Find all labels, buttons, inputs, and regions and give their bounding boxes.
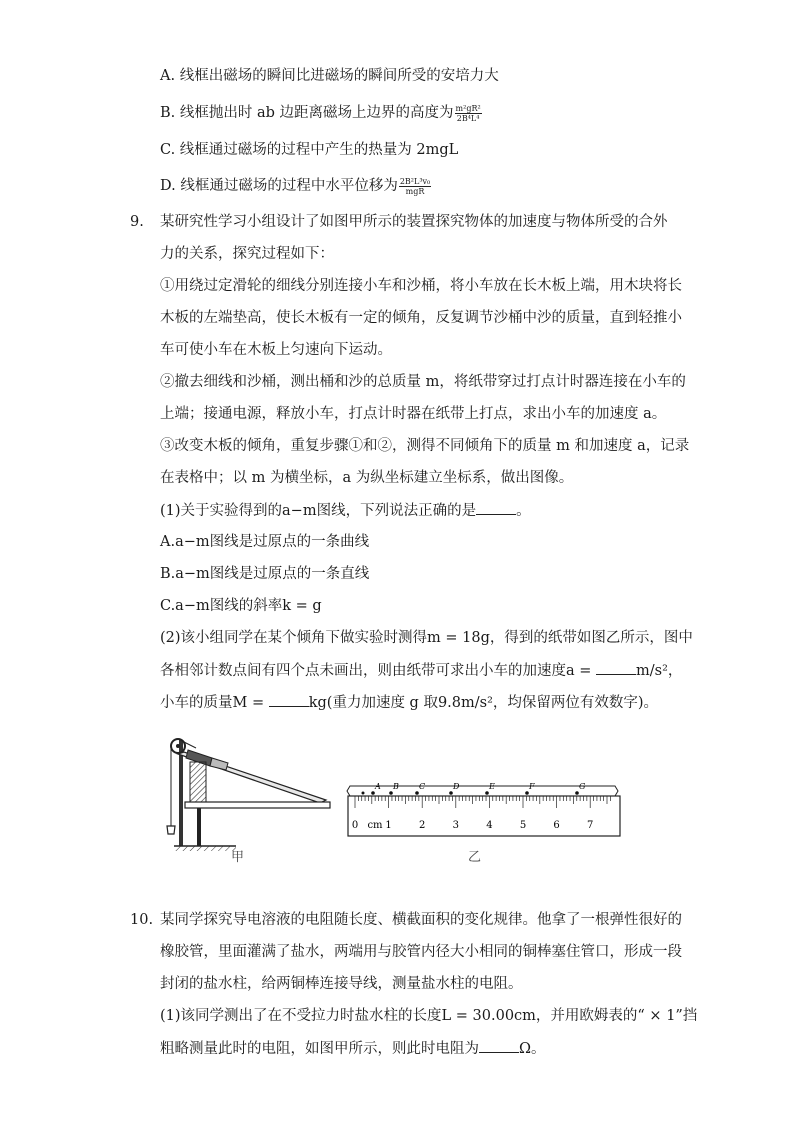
fraction-denominator: mgR xyxy=(405,186,425,196)
tape-dot xyxy=(415,791,419,795)
tape-point-label: A xyxy=(375,782,381,791)
table-leg xyxy=(197,808,201,846)
q9-sub1-end: 。 xyxy=(516,503,531,519)
q10-line2: 橡胶管，里面灌满了盐水，两端用与胶管内径大小相同的铜棒塞住管口，形成一段 xyxy=(160,944,682,960)
q9-step3-line1: ③改变木板的倾角，重复步骤①和②，测得不同倾角下的质量 m 和加速度 a，记录 xyxy=(160,438,690,454)
option-b-fraction xyxy=(455,104,482,123)
tape-dot xyxy=(362,792,365,795)
figure-yi-tape-ruler xyxy=(345,778,625,840)
ruler-label: 6 xyxy=(553,820,560,831)
q9-step1-line1: ①用绕过定滑轮的细线分别连接小车和沙桶，将小车放在长木板上端，用木块将长 xyxy=(160,278,682,294)
q10-sub1-unit: Ω。 xyxy=(519,1041,546,1057)
q9-sub2-line3 xyxy=(160,692,658,713)
ruler-label: 3 xyxy=(452,820,459,831)
answer-blank-acceleration[interactable] xyxy=(596,660,636,675)
q10-sub1-line1: (1)该同学测出了在不受拉力时盐水柱的长度L = 30.00cm，并用欧姆表的“ × 1”挡 xyxy=(160,1008,698,1024)
q9-sub1-text: (1)关于实验得到的a−m图线，下列说法正确的是 xyxy=(160,503,477,519)
question-number-9: 9. xyxy=(130,214,144,230)
q9-stem-line1: 某研究性学习小组设计了如图甲所示的装置探究物体的加速度与物体所受的合外 xyxy=(160,214,668,230)
q9-option-a: A.a−m图线是过原点的一条曲线 xyxy=(160,534,370,550)
q9-step2-line2: 上端；接通电源，释放小车，打点计时器在纸带上打点，求出小车的加速度 a。 xyxy=(160,406,667,422)
fraction-denominator: 2B⁴L⁴ xyxy=(456,113,480,123)
q9-sub2-line3-text: 小车的质量M = xyxy=(160,695,265,711)
q9-step2-line1: ②撤去细线和沙桶，测出桶和沙的总质量 m，将纸带穿过打点计时器连接在小车的 xyxy=(160,374,686,390)
q9-step1-line2: 木板的左端垫高，使长木板有一定的倾角，反复调节沙桶中沙的质量，直到轻推小 xyxy=(160,310,682,326)
q9-sub2-line3-end: kg(重力加速度 g 取9.8m/s²，均保留两位有效数字)。 xyxy=(308,695,659,711)
tape-dot xyxy=(449,791,453,795)
option-c: C. 线框通过磁场的过程中产生的热量为 2mgL xyxy=(160,142,459,158)
q9-sub2-line2 xyxy=(160,660,682,681)
ruler-label: cm xyxy=(367,820,383,831)
q9-step1-line3: 车可使小车在木板上匀速向下运动。 xyxy=(160,342,392,358)
q9-step3-line2: 在表格中；以 m 为横坐标，a 为纵坐标建立坐标系，做出图像。 xyxy=(160,470,574,486)
ruler-label: 4 xyxy=(486,820,493,831)
table-top xyxy=(185,802,330,808)
option-d-text: D. 线框通过磁场的过程中水平位移为 xyxy=(160,178,398,194)
option-a: A. 线框出磁场的瞬间比进磁场的瞬间所受的安培力大 xyxy=(160,68,499,84)
tape-point-label: C xyxy=(419,782,426,791)
ruler-label: 0 xyxy=(351,820,359,831)
tape-point-label: B xyxy=(393,782,399,791)
ruler-label: 7 xyxy=(587,820,594,831)
timer-icon xyxy=(210,758,228,770)
tape-dot xyxy=(525,791,529,795)
tape-dot xyxy=(371,791,375,795)
option-b-text: B. 线框抛出时 ab 边距离磁场上边界的高度为 xyxy=(160,105,454,121)
q10-sub1-line2 xyxy=(160,1038,546,1059)
q9-sub2-unit: m/s²， xyxy=(636,663,683,679)
ruler-label: 5 xyxy=(519,820,527,831)
option-d-fraction xyxy=(399,177,431,196)
ruler-label: 1 xyxy=(385,820,392,831)
fraction-numerator: 2B²L³v₀ xyxy=(399,176,431,186)
q10-line3: 封闭的盐水柱，给两铜棒连接导线，测量盐水柱的电阻。 xyxy=(160,976,523,992)
q9-option-b: B.a−m图线是过原点的一条直线 xyxy=(160,566,370,582)
tape-dot xyxy=(389,791,393,795)
wood-block xyxy=(190,762,206,802)
q9-sub2-line1: (2)该小组同学在某个倾角下做实验时测得m = 18g，得到的纸带如图乙所示，图中 xyxy=(160,630,693,646)
tape-point-label: F xyxy=(529,782,535,791)
q10-line1: 某同学探究导电溶液的电阻随长度、横截面积的变化规律。他拿了一根弹性很好的 xyxy=(160,912,682,928)
figure-label-yi: 乙 xyxy=(468,850,482,865)
answer-blank-mass[interactable] xyxy=(269,692,309,707)
option-d xyxy=(160,176,431,196)
q9-stem-line2: 力的关系，探究过程如下： xyxy=(160,246,334,262)
tape-point-label: D xyxy=(453,782,460,791)
tape-dot xyxy=(575,791,579,795)
option-b xyxy=(160,103,482,123)
q9-sub2-line2-text: 各相邻计数点间有四个点未画出，则由纸带可求出小车的加速度a = xyxy=(160,663,592,679)
answer-blank[interactable] xyxy=(476,500,516,515)
sand-bucket-icon xyxy=(167,826,175,834)
q9-option-c: C.a−m图线的斜率k = g xyxy=(160,598,322,614)
tape-point-label: G xyxy=(579,782,586,791)
ruler-label: 2 xyxy=(419,820,426,831)
answer-blank-resistance[interactable] xyxy=(479,1038,519,1053)
fraction-numerator: m²gR² xyxy=(455,103,481,113)
figure-jia-apparatus xyxy=(150,728,335,868)
question-number-10: 10. xyxy=(130,912,154,928)
tape-dot xyxy=(485,791,489,795)
figure-label-jia: 甲 xyxy=(231,850,245,865)
tape-point-label: E xyxy=(489,782,495,791)
q10-sub1-line2-text: 粗略测量此时的电阻，如图甲所示，则此时电阻为 xyxy=(160,1041,479,1057)
q9-sub1 xyxy=(160,500,531,521)
